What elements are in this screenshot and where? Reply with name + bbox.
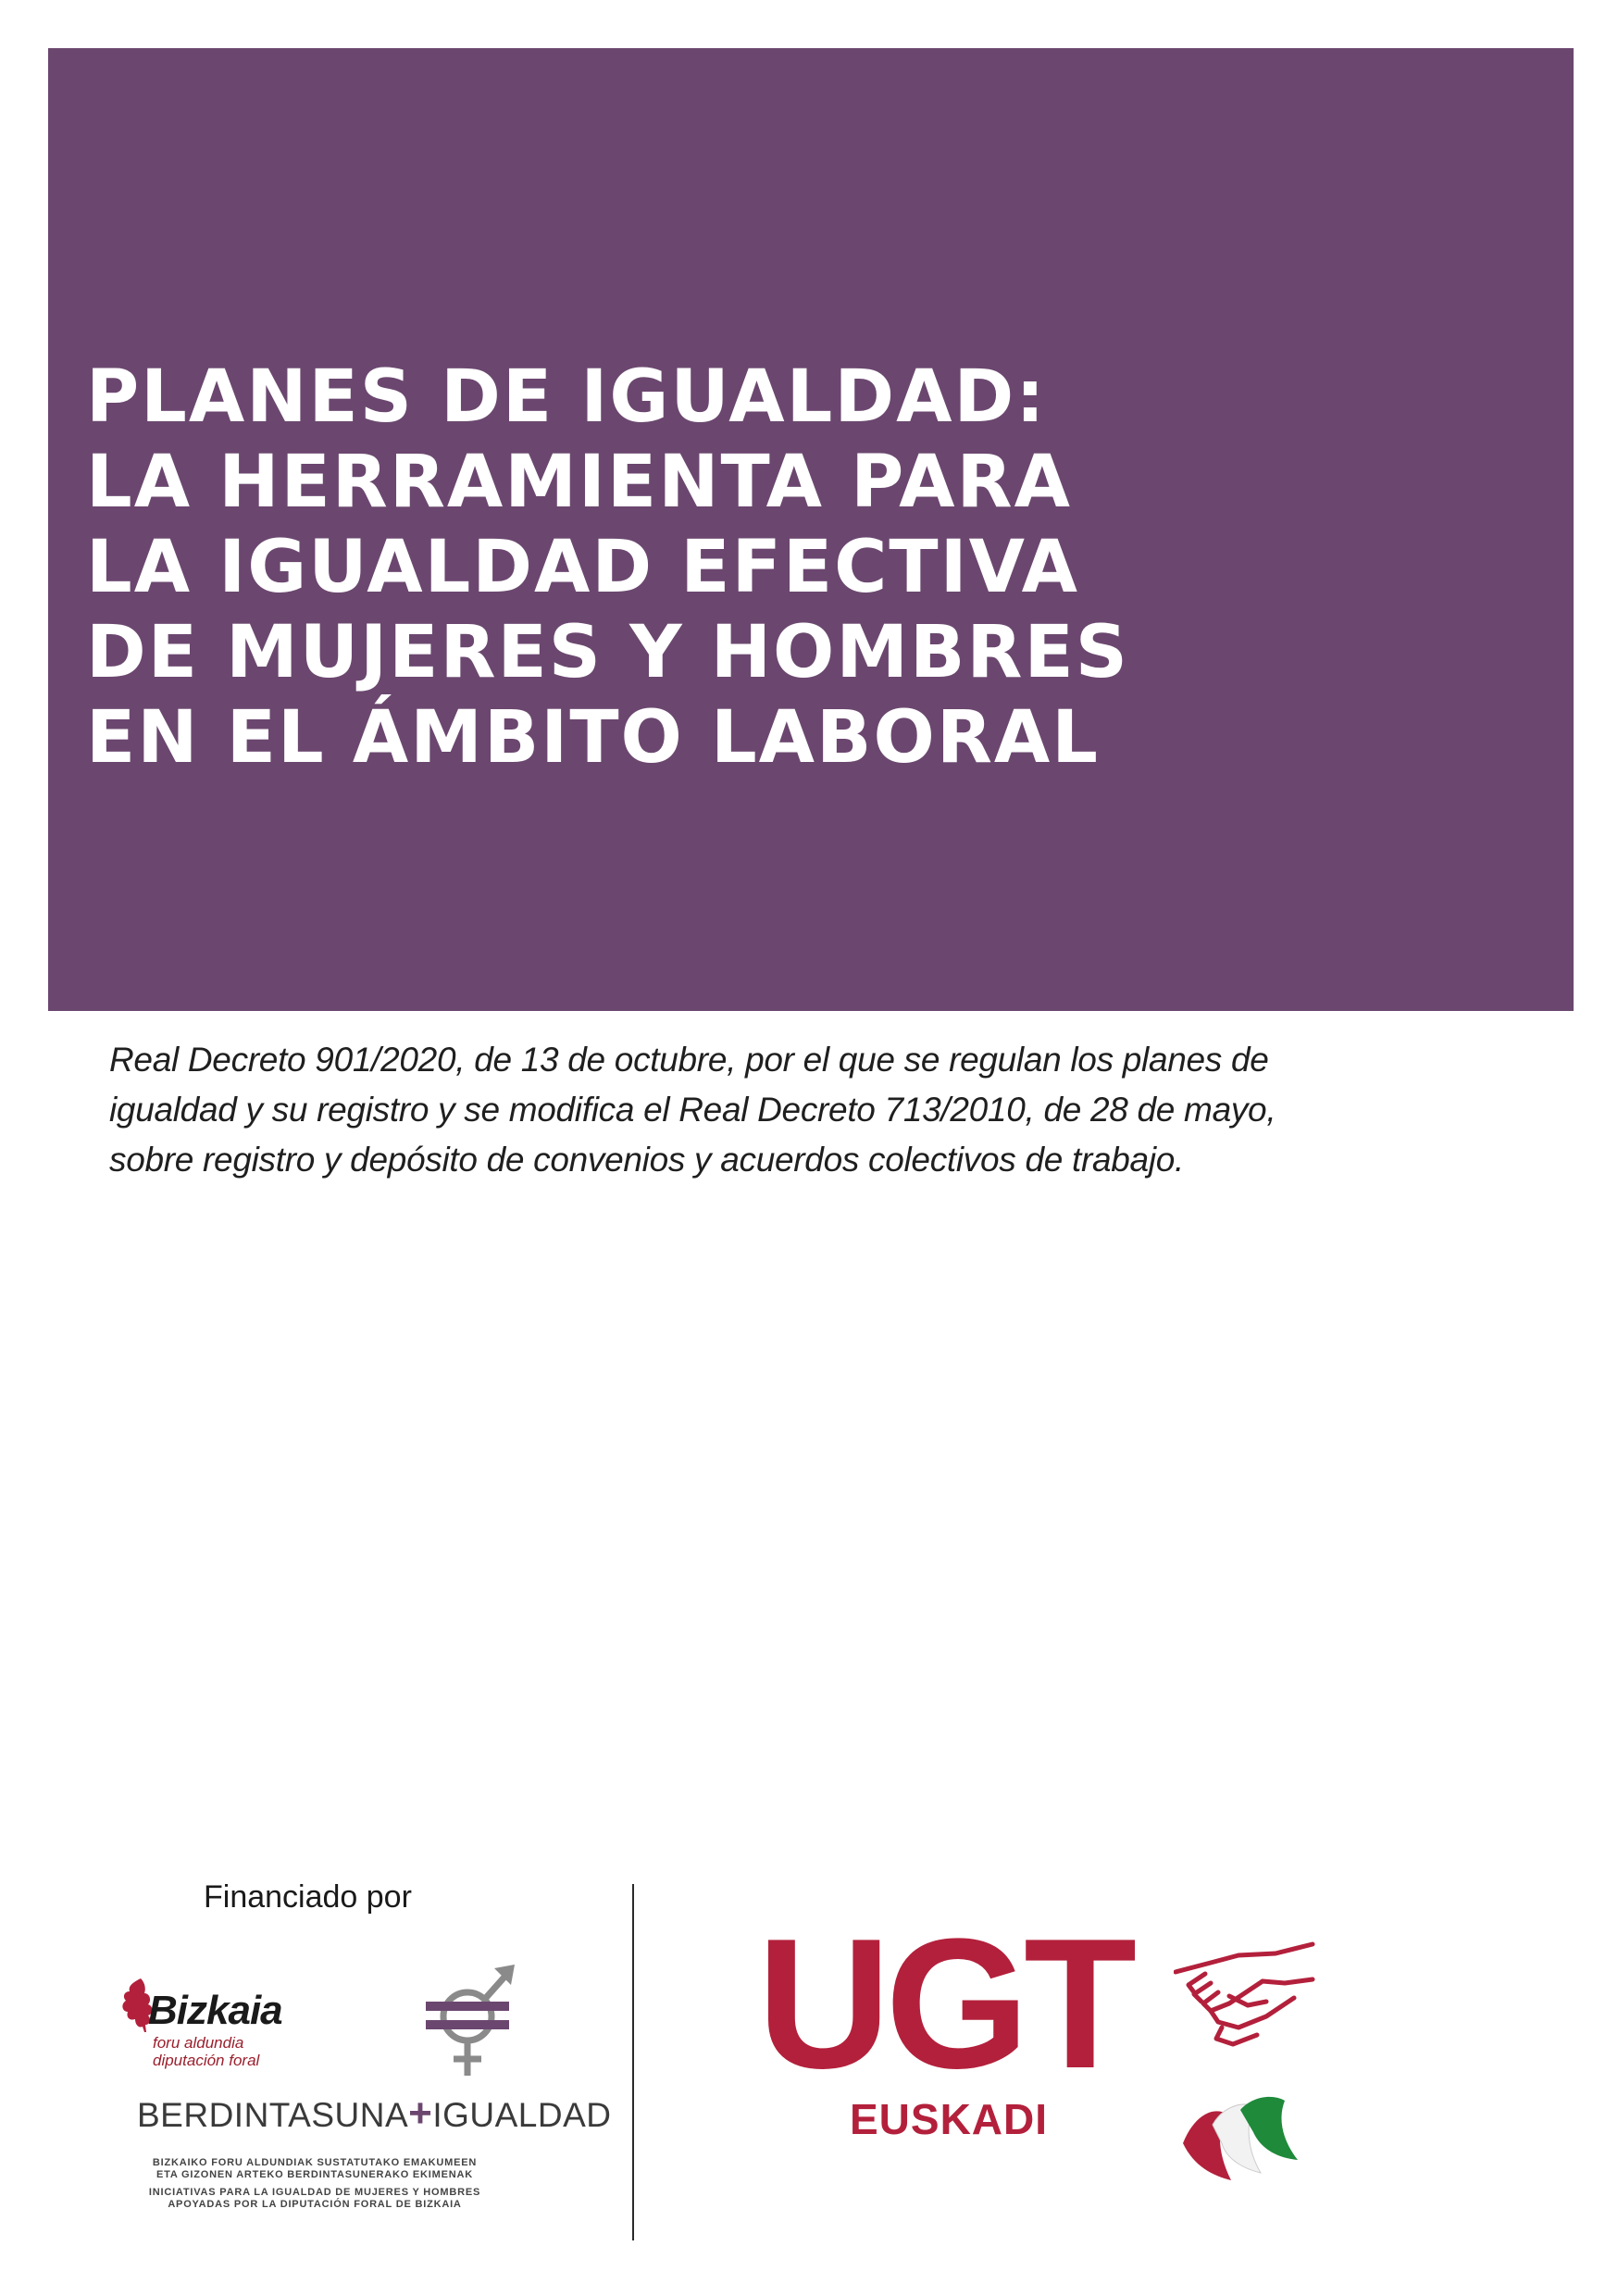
euskadi-text: EUSKADI bbox=[850, 2095, 1049, 2143]
igualdad-text: IGUALDAD bbox=[432, 2096, 612, 2134]
title-line: LA IGUALDAD EFECTIVA bbox=[86, 526, 1080, 609]
basque-line: BIZKAIKO FORU ALDUNDIAK SUSTATUTAKO EMAKUMEEN bbox=[152, 2157, 478, 2168]
title-line: PLANES DE IGUALDAD: bbox=[86, 356, 1047, 439]
title-line: LA HERRAMIENTA PARA bbox=[86, 441, 1072, 524]
spanish-line: INICIATIVAS PARA LA IGUALDAD DE MUJERES Y HOMBRES bbox=[148, 2187, 481, 2198]
handshake-icon bbox=[1174, 1935, 1331, 2055]
bizkaia-sub-line: foru aldundia bbox=[153, 2034, 244, 2052]
basque-line: ETA GIZONEN ARTEKO BERDINTASUNERAKO EKIMENAK bbox=[156, 2169, 473, 2180]
document-subtitle bbox=[109, 1035, 1516, 1185]
basque-initiatives-text bbox=[120, 2157, 509, 2181]
gender-equality-icon bbox=[426, 1961, 518, 2081]
ugt-logo-text: UGT bbox=[757, 1901, 1132, 2107]
berdintasuna-igualdad-logo bbox=[137, 2090, 612, 2137]
subtitle-line: igualdad y su registro y se modifica el Real Decreto 713/2010, de 28 de mayo, bbox=[109, 1091, 1276, 1129]
title-line: DE MUJERES Y HOMBRES bbox=[86, 611, 1129, 694]
financed-by-label: Financiado por bbox=[204, 1879, 412, 1915]
vertical-divider bbox=[632, 1884, 634, 2240]
subtitle-line: sobre registro y depósito de convenios y acuerdos colectivos de trabajo. bbox=[109, 1141, 1185, 1179]
subtitle-line: Real Decreto 901/2020, de 13 de octubre, por el que se regulan los planes de bbox=[109, 1041, 1269, 1079]
ikurrina-flag-icon bbox=[1176, 2088, 1314, 2190]
bizkaia-logo bbox=[120, 1977, 333, 2069]
bizkaia-sub-line: diputación foral bbox=[153, 2052, 260, 2069]
bizkaia-subtitle bbox=[153, 2034, 259, 2069]
title-line: EN EL ÁMBITO LABORAL bbox=[86, 696, 1100, 780]
spanish-initiatives-text bbox=[120, 2187, 509, 2211]
bizkaia-name: Bizkaia bbox=[148, 1988, 282, 2033]
berdintasuna-text: BERDINTASUNA bbox=[137, 2096, 409, 2134]
spanish-line: APOYADAS POR LA DIPUTACIÓN FORAL DE BIZKAIA bbox=[168, 2199, 462, 2210]
plus-icon: + bbox=[408, 2090, 433, 2136]
document-title bbox=[86, 355, 1382, 780]
